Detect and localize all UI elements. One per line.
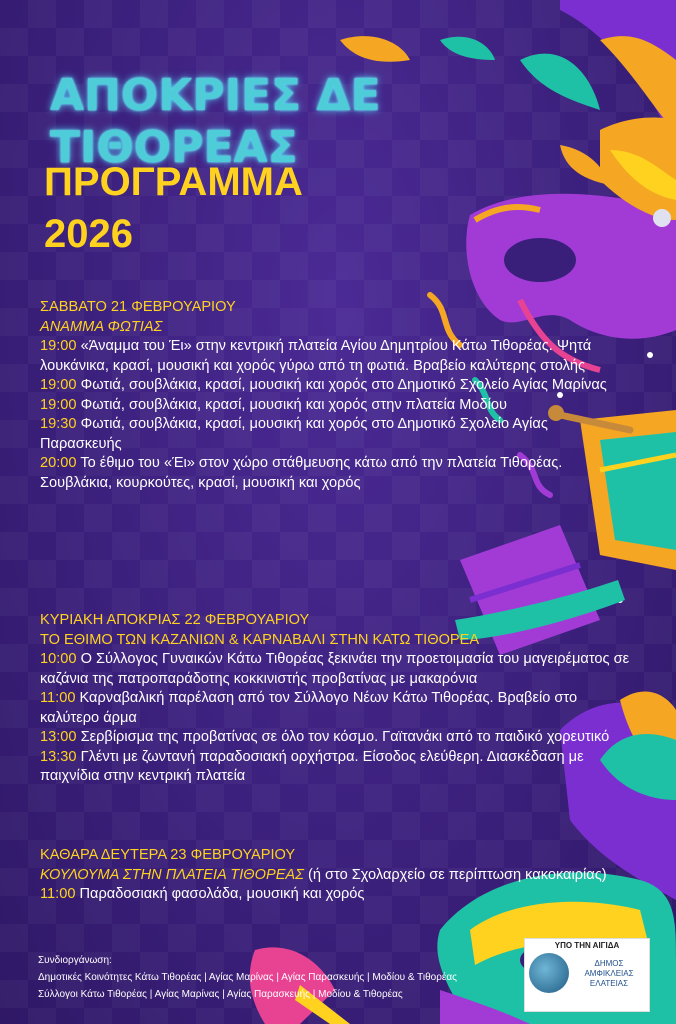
day-heading: ΚΥΡΙΑΚΗ ΑΠΟΚΡΙΑΣ 22 ΦΕΒΡΟΥΑΡΙΟΥ (40, 612, 310, 628)
item-time: 19:00 (40, 377, 77, 393)
item-time: 10:00 (40, 651, 77, 667)
event-note: (ή στο Σχολαρχείο σε περίπτωση κακοκαιρίας) (303, 866, 607, 883)
municipality-badge (524, 938, 650, 1012)
badge-caption: ΥΠΟ ΤΗΝ ΑΙΓΙΔΑ (554, 941, 620, 950)
day-heading: ΣΑΒΒΑΤΟ 21 ΦΕΒΡΟΥΑΡΙΟΥ (40, 299, 236, 315)
schedule-item (40, 748, 630, 787)
item-text: Φωτιά, σουβλάκια, κρασί, μουσική και χορός στην πλατεία Μοδίου (80, 396, 507, 413)
program-heading: ΠΡΟΓΡΑΜΜΑ (44, 160, 303, 204)
item-time: 11:00 (40, 690, 76, 706)
item-text: Παραδοσιακή φασολάδα, μουσική και χορός (79, 886, 365, 902)
schedule-item (40, 396, 630, 416)
schedule-item (40, 885, 630, 905)
item-time: 13:30 (40, 748, 77, 765)
day-section-saturday (40, 298, 630, 493)
schedule-item (40, 415, 630, 454)
item-text: Γλέντι με ζωντανή παραδοσιακή ορχήστρα. Είσοδος ελεύθερη. Διασκέδαση με παιχνίδια στην κεντρική πλατεία (40, 748, 584, 784)
item-time: 20:00 (40, 455, 77, 471)
schedule-item (40, 728, 630, 748)
municipality-name-line: ΑΜΦΙΚΛΕΙΑΣ (584, 969, 634, 978)
item-time: 19:30 (40, 416, 77, 432)
event-heading: ΤΟ ΕΘΙΜΟ ΤΩΝ ΚΑΖΑΝΙΩΝ & ΚΑΡΝΑΒΑΛΙ ΣΤΗΝ ΚΑΤΩ ΤΙΘΟΡΕΑ (40, 631, 480, 648)
organizers-footer (38, 952, 457, 1003)
event-line (40, 866, 630, 886)
day-section-monday (40, 846, 630, 905)
item-text: Ο Σύλλογος Γυναικών Κάτω Τιθορέας ξεκινάει την προετοιμασία του μαγειρέματος σε καζάνια της πατροπαράδοτης κοκκινιστής προβατίνας με μακαρόνια (40, 651, 630, 687)
municipality-logo-icon (529, 953, 569, 993)
item-text: Το έθιμο του «Έι» στον χώρο στάθμευσης κάτω από την πλατεία Τιθορέας. Σουβλάκια, κουρκούτες, κρασί, μουσική και χορός (40, 455, 563, 491)
item-time: 13:00 (40, 729, 77, 745)
municipality-name (571, 959, 647, 989)
item-text: Φωτιά, σουβλάκια, κρασί, μουσική και χορός στο Δημοτικό Σχολείο Αγίας Παρασκευής (40, 416, 548, 452)
item-time: 19:00 (40, 396, 77, 413)
item-text: «Άναμμα του Έι» στην κεντρική πλατεία Αγίου Δημητρίου Κάτω Τιθορέας. Ψητά λουκάνικα, κρασί, μουσική και χορός γύρω από τη φωτιά. Βραβείο καλύτερης στολής (40, 338, 592, 374)
event-heading: ΑΝΑΜΜΑ ΦΩΤΙΑΣ (40, 318, 163, 335)
item-time: 19:00 (40, 338, 77, 354)
schedule-item (40, 376, 630, 396)
item-text: Σερβίρισμα της προβατίνας σε όλο τον κόσμο. Γαϊτανάκι από το παιδικό χορευτικό (80, 729, 610, 745)
program-year: 2026 (44, 212, 133, 256)
schedule-item (40, 689, 630, 728)
schedule-item (40, 650, 630, 689)
item-text: Καρναβαλική παρέλαση από τον Σύλλογο Νέων Κάτω Τιθορέας. Βραβείο στο καλύτερο άρμα (40, 690, 578, 726)
page-title: ΑΠΟΚΡΙΕΣ ΔΕ ΤΙΘΟΡΕΑΣ (50, 70, 381, 173)
item-text: Φωτιά, σουβλάκια, κρασί, μουσική και χορός στο Δημοτικό Σχολείο Αγίας Μαρίνας (80, 377, 607, 393)
municipality-name-line: ΕΛΑΤΕΙΑΣ (589, 979, 629, 988)
organizers-line: Σύλλογοι Κάτω Τιθορέας | Αγίας Μαρίνας | Αγίας Παρασκευής | Μοδίου & Τιθορέας (38, 989, 403, 1000)
event-heading: ΚΟΥΛΟΥΜΑ ΣΤΗΝ ΠΛΑΤΕΙΑ ΤΙΘΟΡΕΑΣ (40, 866, 304, 883)
schedule-item (40, 454, 630, 493)
day-heading: ΚΑΘΑΡΑ ΔΕΥΤΕΡΑ 23 ΦΕΒΡΟΥΑΡΙΟΥ (40, 847, 296, 863)
item-time: 11:00 (40, 886, 76, 902)
schedule-item (40, 337, 630, 376)
municipality-name-line: ΔΗΜΟΣ (594, 959, 624, 968)
organizers-line: Δημοτικές Κοινότητες Κάτω Τιθορέας | Αγίας Μαρίνας | Αγίας Παρασκευής | Μοδίου & Τιθορέας (38, 972, 457, 983)
organizers-label: Συνδιοργάνωση: (38, 955, 112, 966)
day-section-sunday (40, 611, 630, 787)
